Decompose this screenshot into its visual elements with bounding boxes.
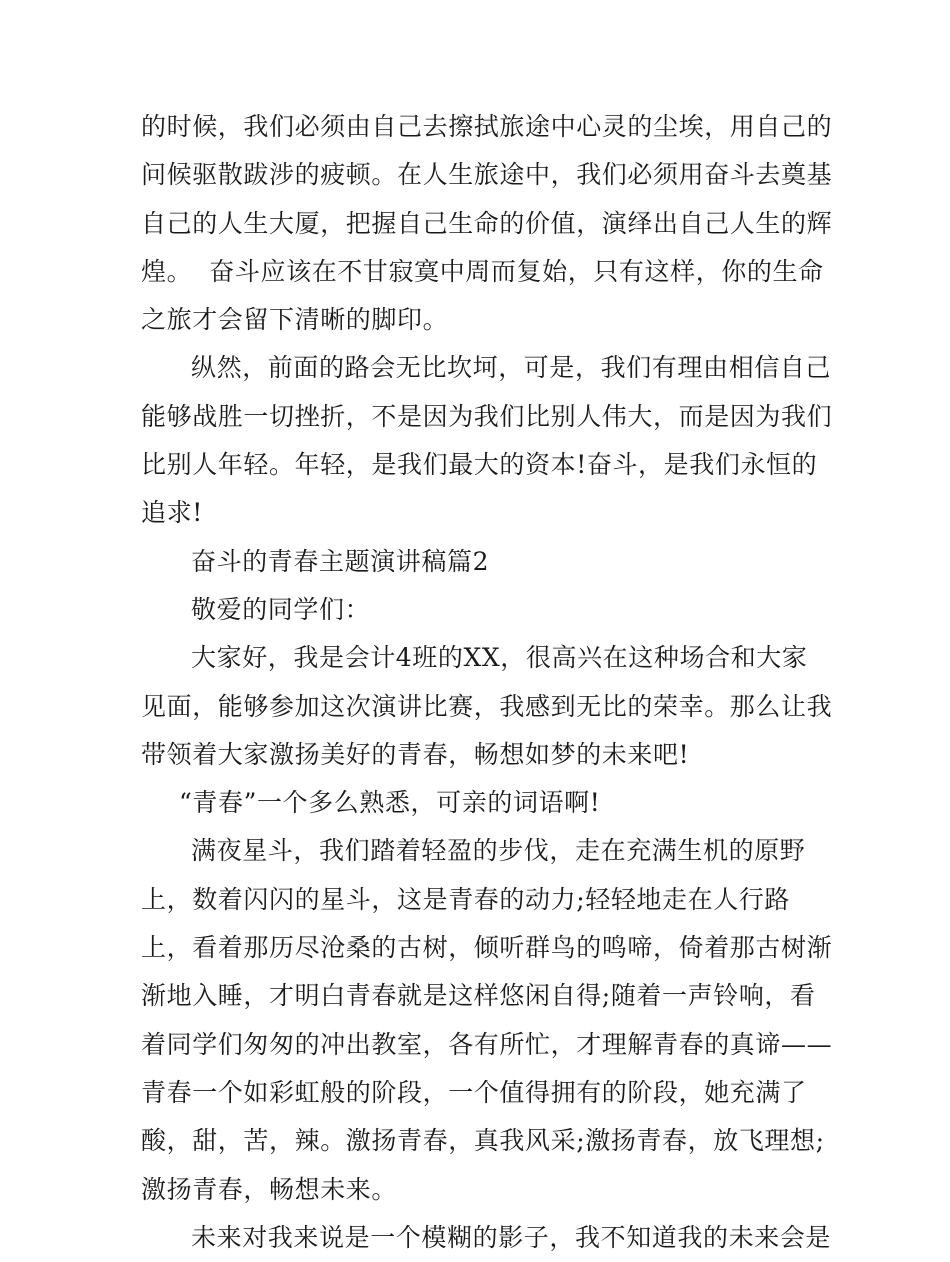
paragraph-start-line: 纵然，前面的路会无比坎坷，可是，我们有理由相信自己 xyxy=(191,353,832,383)
text-line: 上，看着那历尽沧桑的古树，倾听群鸟的鸣啼，倚着那古树渐 xyxy=(141,933,833,963)
document-body xyxy=(141,103,833,1262)
text-line: 比别人年轻。年轻，是我们最大的资本!奋斗，是我们永恒的 xyxy=(141,450,818,480)
text-line: 见面，能够参加这次演讲比赛，我感到无比的荣幸。那么让我 xyxy=(141,691,833,721)
text-line: 煌。 奋斗应该在不甘寂寞中周而复始，只有这样，你的生命 xyxy=(141,256,824,286)
paragraph-start-line: 未来对我来说是一个模糊的影子，我不知道我的未来会是 xyxy=(191,1222,832,1252)
text-line: 问候驱散跋涉的疲顿。在人生旅途中，我们必须用奋斗去奠基 xyxy=(141,160,833,190)
section-heading: 奋斗的青春主题演讲稿篇2 xyxy=(191,546,490,576)
paragraph-start-line: 满夜星斗，我们踏着轻盈的步伐，走在充满生机的原野 xyxy=(191,836,806,866)
text-line: 追求! xyxy=(141,498,203,528)
text-line: 带领着大家激扬美好的青春，畅想如梦的未来吧! xyxy=(141,739,690,769)
text-line: 青春一个如彩虹般的阶段，一个值得拥有的阶段，她充满了 xyxy=(141,1077,807,1107)
text-line: 激扬青春，畅想未来。 xyxy=(141,1174,398,1204)
text-line: 上，数着闪闪的星斗，这是青春的动力;轻轻地走在人行路 xyxy=(141,884,791,914)
text-line: 自己的人生大厦，把握自己生命的价值，演绎出自己人生的辉 xyxy=(141,208,833,238)
text-line: 能够战胜一切挫折，不是因为我们比别人伟大，而是因为我们 xyxy=(141,401,833,431)
paragraph-start-line: “青春”一个多么熟悉，可亲的词语啊! xyxy=(179,788,601,818)
text-line: 的时候，我们必须由自己去擦拭旅途中心灵的尘埃，用自己的 xyxy=(141,112,833,141)
text-line: 酸，甜，苦，辣。激扬青春，真我风采;激扬青春，放飞理想; xyxy=(141,1126,825,1156)
text-line: 之旅才会留下清晰的脚印。 xyxy=(141,305,449,335)
text-line: 渐地入睡，才明白青春就是这样悠闲自得;随着一声铃响，看 xyxy=(141,981,816,1011)
salutation: 敬爱的同学们： xyxy=(191,594,371,624)
paragraph-start-line: 大家好，我是会计4班的XX，很高兴在这种场合和大家 xyxy=(191,643,808,673)
text-line: 着同学们匆匆的冲出教室，各有所忙，才理解青春的真谛—— xyxy=(141,1029,833,1059)
